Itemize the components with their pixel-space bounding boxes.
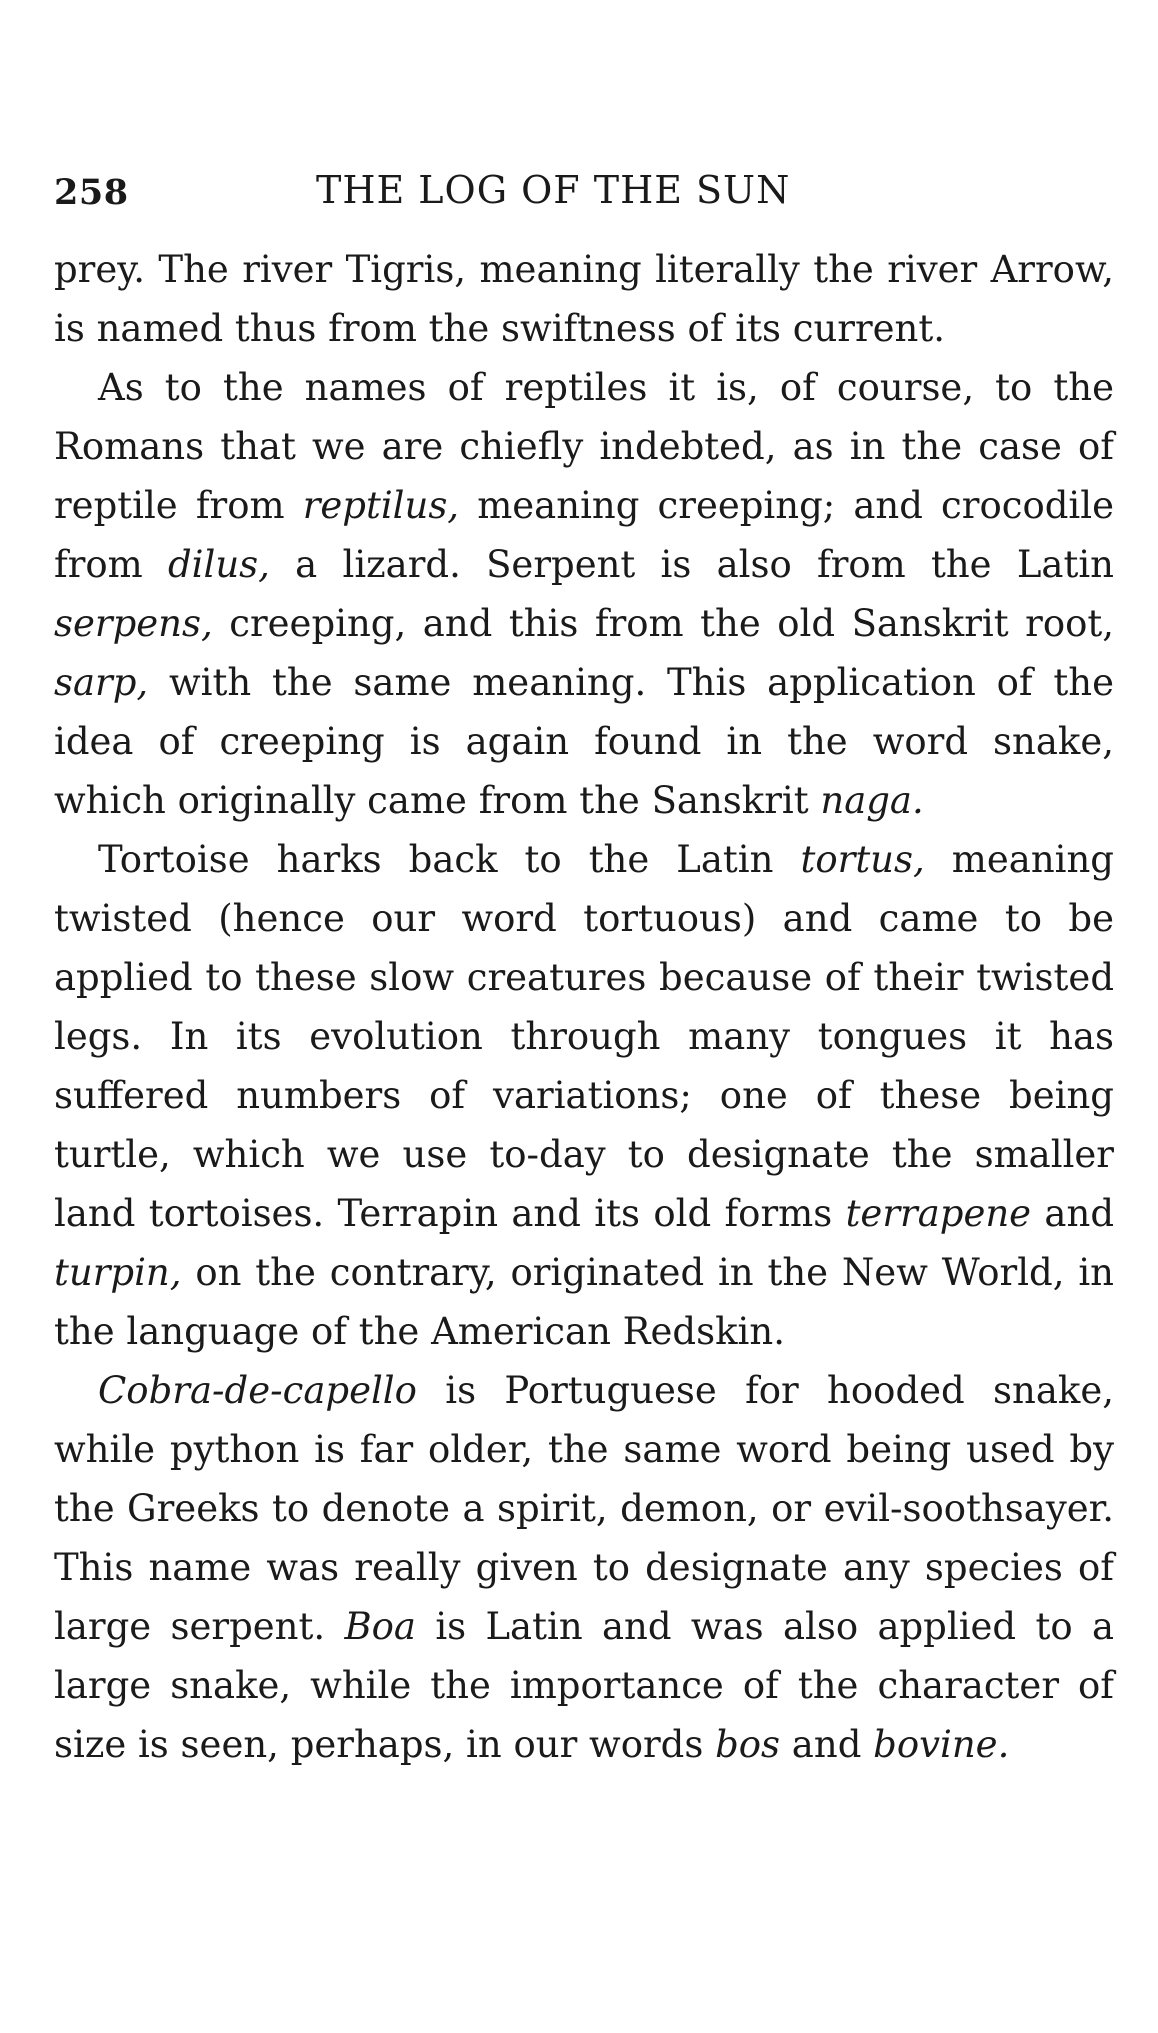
running-title: THE LOG OF THE SUN — [316, 168, 791, 212]
italic-term: bos — [715, 1723, 781, 1766]
text-run: is Portuguese for hooded snake, while python is far older, the same word being used by the Greeks to denote a spirit, demon, or evil-soothsayer. This name was really given to designate any species of large serpent. — [54, 1369, 1114, 1648]
italic-term: Boa — [344, 1605, 416, 1648]
paragraph-3 — [54, 830, 1114, 1361]
italic-term: serpens, — [54, 602, 213, 645]
text-run: and — [1031, 1192, 1114, 1235]
italic-term: dilus, — [168, 543, 270, 586]
text-run: creeping, and this from the old Sanskrit root, — [212, 602, 1114, 645]
text-run: prey. The river Tigris, meaning literally the river Arrow, is named thus from the swiftness of its current. — [54, 248, 1114, 350]
text-run: a lizard. Serpent is also from the Latin — [269, 543, 1114, 586]
italic-term: sarp, — [54, 661, 149, 704]
book-page — [54, 150, 1114, 1774]
text-run: meaning twisted (hence our word tortuous) and came to be applied to these slow creatures because of their twisted legs. In its evolution through many tongues it has suffered numbers of variations; one of these being turtle, which we use to-day to designate the smaller land tortoises. Terrapin and its old forms — [54, 838, 1114, 1235]
italic-term: bovine. — [873, 1723, 1010, 1766]
page-number: 258 — [54, 172, 129, 213]
body-text — [54, 240, 1114, 1774]
italic-term: terrapene — [845, 1192, 1032, 1235]
paragraph-1 — [54, 240, 1114, 358]
page-header — [54, 150, 1114, 212]
italic-term: reptilus, — [302, 484, 460, 527]
text-run: As to the names of reptiles it is, of course, to the Romans that we are chiefly indebted, as in the case of reptile from — [54, 366, 1114, 527]
text-run: meaning creeping; and crocodile from — [54, 484, 1114, 586]
text-run: is Latin and was also applied to a large snake, while the importance of the character of size is seen, perhaps, in our words — [54, 1605, 1114, 1766]
text-run: Tortoise harks back to the Latin — [98, 838, 801, 881]
text-run: with the same meaning. This application of the idea of creeping is again found in the word snake, which originally came from the Sanskrit — [54, 661, 1114, 822]
italic-term: Cobra-de-capello — [98, 1369, 417, 1412]
italic-term: turpin, — [54, 1251, 182, 1294]
text-run: and — [780, 1723, 874, 1766]
paragraph-2 — [54, 358, 1114, 830]
italic-term: tortus, — [800, 838, 925, 881]
paragraph-4 — [54, 1361, 1114, 1774]
italic-term: naga. — [820, 779, 924, 822]
text-run: on the contrary, originated in the New World, in the language of the American Redskin. — [54, 1251, 1114, 1353]
